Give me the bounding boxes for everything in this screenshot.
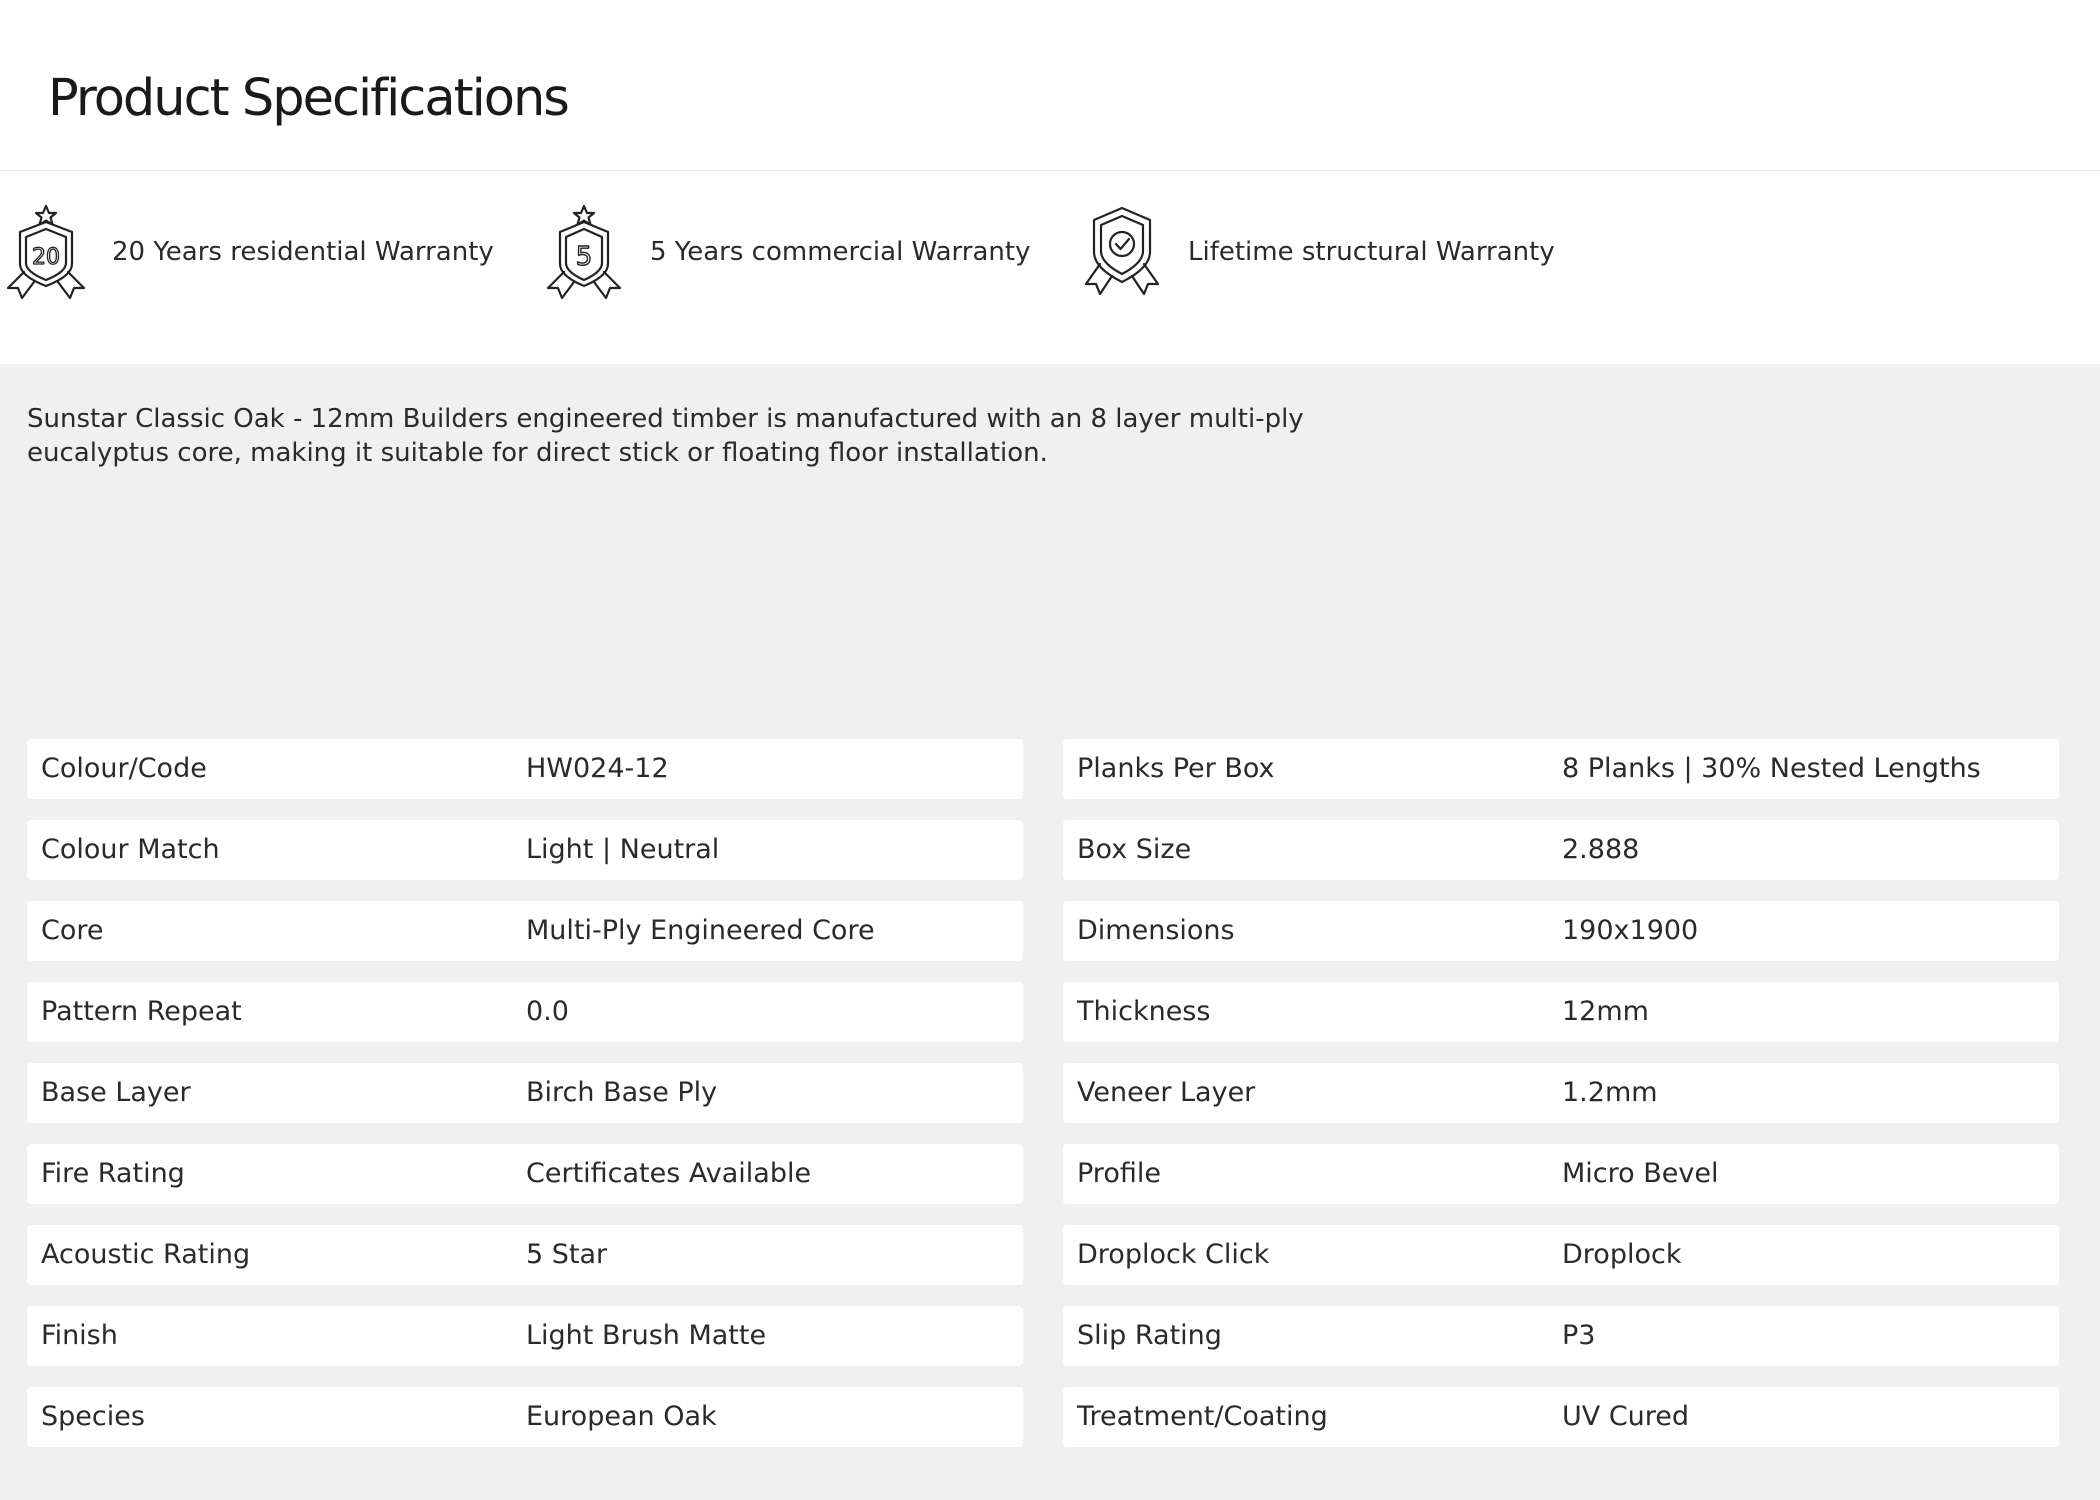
spec-row: [27, 901, 1023, 961]
specifications-section: [0, 364, 2100, 1500]
warranty-label: 20 Years residential Warranty: [112, 237, 494, 267]
warranty-item-structural: [1080, 202, 1555, 302]
spec-table-left: [27, 739, 1023, 1468]
spec-value: Droplock: [1562, 1239, 1682, 1270]
spec-row: [1063, 1387, 2059, 1447]
spec-table-right: [1063, 739, 2059, 1468]
spec-label: Pattern Repeat: [41, 996, 242, 1027]
spec-value: Light | Neutral: [526, 834, 720, 865]
spec-row: [1063, 739, 2059, 799]
spec-value: 0.0: [526, 996, 569, 1027]
spec-label: Droplock Click: [1077, 1239, 1270, 1270]
svg-text:5: 5: [575, 242, 593, 272]
spec-label: Slip Rating: [1077, 1320, 1222, 1351]
spec-label: Treatment/Coating: [1077, 1401, 1328, 1432]
spec-value: Light Brush Matte: [526, 1320, 767, 1351]
spec-label: Acoustic Rating: [41, 1239, 251, 1270]
warranty-bar: [0, 172, 2100, 364]
spec-label: Species: [41, 1401, 145, 1432]
spec-row: [27, 1387, 1023, 1447]
spec-label: Dimensions: [1077, 915, 1235, 946]
page-title: Product Specifications: [48, 69, 568, 128]
warranty-item-residential: [4, 202, 494, 302]
spec-row: [27, 1306, 1023, 1366]
spec-label: Thickness: [1077, 996, 1211, 1027]
warranty-label: Lifetime structural Warranty: [1188, 237, 1555, 267]
spec-value: 8 Planks | 30% Nested Lengths: [1562, 753, 1981, 784]
spec-row: [1063, 901, 2059, 961]
spec-row: [1063, 982, 2059, 1042]
spec-row: [1063, 1306, 2059, 1366]
svg-text:20: 20: [32, 245, 60, 270]
spec-row: [1063, 820, 2059, 880]
spec-row: [27, 1225, 1023, 1285]
spec-value: Certificates Available: [526, 1158, 812, 1189]
spec-label: Veneer Layer: [1077, 1077, 1256, 1108]
spec-label: Base Layer: [41, 1077, 191, 1108]
spec-label: Finish: [41, 1320, 118, 1351]
spec-value: 5 Star: [526, 1239, 608, 1270]
spec-row: [1063, 1063, 2059, 1123]
spec-value: UV Cured: [1562, 1401, 1690, 1432]
spec-value: HW024-12: [526, 753, 669, 784]
spec-row: [27, 820, 1023, 880]
spec-value: Micro Bevel: [1562, 1158, 1719, 1189]
spec-row: [27, 1144, 1023, 1204]
spec-value: Birch Base Ply: [526, 1077, 718, 1108]
spec-row: [1063, 1144, 2059, 1204]
spec-value: 1.2mm: [1562, 1077, 1658, 1108]
spec-label: Colour Match: [41, 834, 220, 865]
spec-value: P3: [1562, 1320, 1596, 1351]
spec-value: European Oak: [526, 1401, 717, 1432]
spec-row: [27, 739, 1023, 799]
shield-check-badge-icon: [1080, 204, 1164, 300]
spec-row: [27, 982, 1023, 1042]
spec-value: 12mm: [1562, 996, 1649, 1027]
award-20-badge-icon: [4, 204, 88, 300]
spec-label: Profile: [1077, 1158, 1161, 1189]
spec-label: Fire Rating: [41, 1158, 185, 1189]
product-description: Sunstar Classic Oak - 12mm Builders engineered timber is manufactured with an 8 layer multi-ply eucalyptus core, making it suitable for direct stick or floating floor installation.: [27, 404, 1304, 468]
page-header: [0, 0, 2100, 171]
spec-label: Colour/Code: [41, 753, 207, 784]
spec-value: 190x1900: [1562, 915, 1699, 946]
spec-label: Core: [41, 915, 104, 946]
award-5-badge-icon: [542, 204, 626, 300]
spec-value: Multi-Ply Engineered Core: [526, 915, 875, 946]
warranty-item-commercial: [542, 202, 1030, 302]
warranty-label: 5 Years commercial Warranty: [650, 237, 1031, 267]
spec-row: [1063, 1225, 2059, 1285]
spec-label: Planks Per Box: [1077, 753, 1275, 784]
spec-value: 2.888: [1562, 834, 1640, 865]
spec-label: Box Size: [1077, 834, 1192, 865]
spec-row: [27, 1063, 1023, 1123]
